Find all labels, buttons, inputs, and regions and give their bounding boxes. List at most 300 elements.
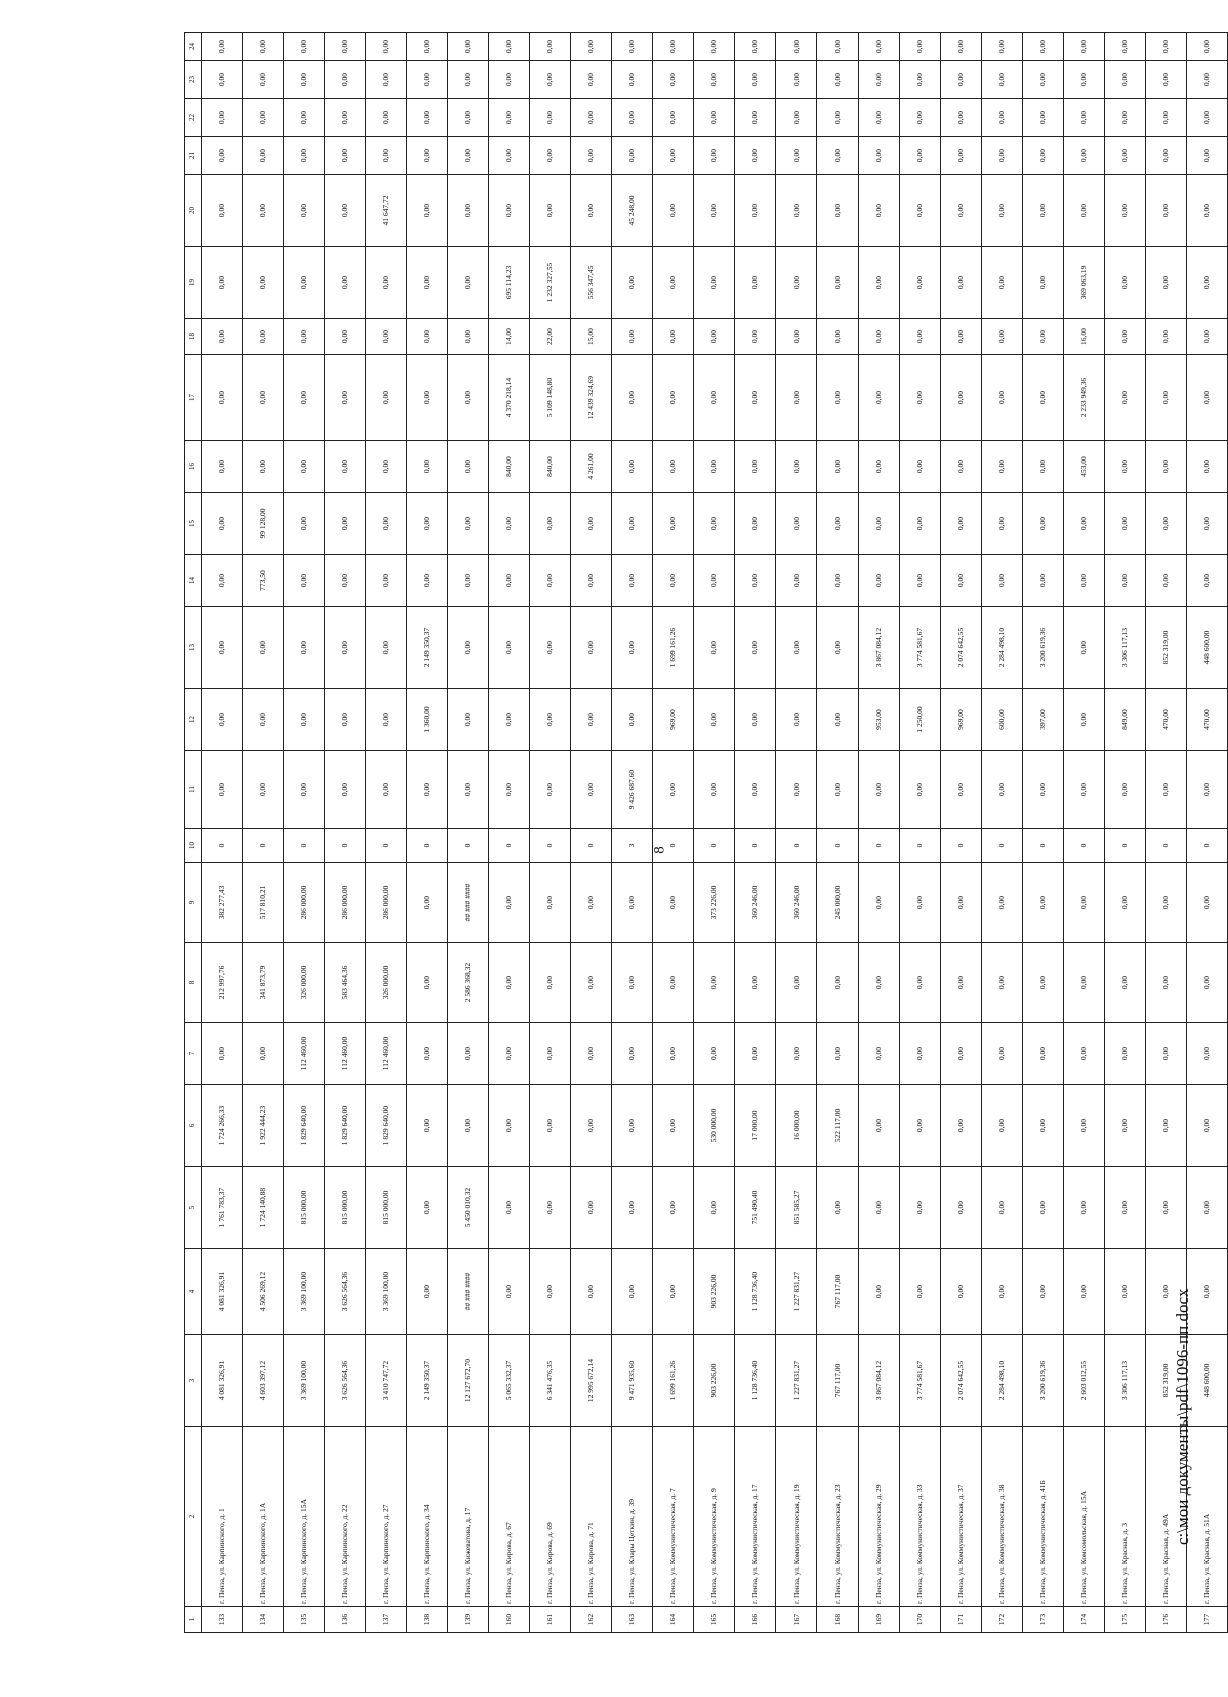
value-cell: 0,00 [284, 355, 325, 441]
row-number-cell: 173 [1022, 1607, 1063, 1633]
value-cell: 0,00 [530, 1249, 571, 1335]
value-cell: 903 226,00 [694, 1249, 735, 1335]
value-cell: 0,00 [448, 137, 489, 175]
value-cell: 0,00 [448, 319, 489, 355]
value-cell: 583 464,36 [325, 943, 366, 1023]
value-cell: 0,00 [858, 355, 899, 441]
value-cell: 3 867 084,12 [858, 607, 899, 689]
value-cell: 397,00 [1022, 689, 1063, 751]
table-row [653, 33, 694, 1633]
value-cell: 0,00 [243, 1023, 284, 1085]
value-cell: 0,00 [325, 751, 366, 829]
value-cell: 0,00 [243, 607, 284, 689]
value-cell: 0,00 [448, 33, 489, 61]
value-cell: 0,00 [530, 61, 571, 99]
value-cell: 453,00 [1063, 441, 1104, 493]
value-cell: 3 369 100,00 [366, 1249, 407, 1335]
value-cell: 0,00 [325, 441, 366, 493]
value-cell: 0,00 [202, 319, 243, 355]
value-cell: 16 000,00 [776, 1085, 817, 1167]
column-header-9: 9 [185, 863, 202, 943]
row-number-cell: 165 [694, 1607, 735, 1633]
row-number-cell: 136 [325, 1607, 366, 1633]
value-cell: 4 261,00 [571, 441, 612, 493]
value-cell: 0,00 [366, 555, 407, 607]
value-cell: 0,00 [899, 863, 940, 943]
value-cell: 0 [530, 829, 571, 863]
value-cell: 0,00 [1104, 1085, 1145, 1167]
value-cell: 0,00 [1022, 355, 1063, 441]
value-cell: 0,00 [366, 61, 407, 99]
table-row [981, 33, 1022, 1633]
value-cell: 0,00 [940, 1249, 981, 1335]
column-header-14: 14 [185, 555, 202, 607]
table-row [325, 33, 366, 1633]
value-cell: 0,00 [940, 441, 981, 493]
value-cell: 0,00 [899, 247, 940, 319]
value-cell: 0,00 [817, 493, 858, 555]
value-cell: 0,00 [694, 319, 735, 355]
value-cell: 0,00 [489, 555, 530, 607]
value-cell: 0,00 [1104, 555, 1145, 607]
value-cell: 0,00 [1022, 555, 1063, 607]
table-row [817, 33, 858, 1633]
value-cell: 767 117,00 [817, 1335, 858, 1427]
value-cell: 0,00 [1186, 355, 1227, 441]
column-header-12: 12 [185, 689, 202, 751]
value-cell: 530 000,00 [694, 1085, 735, 1167]
value-cell: 0,00 [407, 33, 448, 61]
value-cell: 0,00 [899, 137, 940, 175]
value-cell: 0,00 [243, 355, 284, 441]
value-cell: 15,00 [571, 319, 612, 355]
value-cell: 0,00 [858, 319, 899, 355]
value-cell: 0,00 [284, 99, 325, 137]
value-cell: 0,00 [571, 493, 612, 555]
value-cell: 695 114,23 [489, 247, 530, 319]
value-cell: 0,00 [694, 493, 735, 555]
value-cell: 0,00 [489, 1085, 530, 1167]
value-cell: 99 128,00 [243, 493, 284, 555]
value-cell: 0,00 [612, 441, 653, 493]
column-header-8: 8 [185, 943, 202, 1023]
value-cell: 0,00 [448, 555, 489, 607]
value-cell: 0,00 [1022, 137, 1063, 175]
value-cell: 5 450 010,32 [448, 1167, 489, 1249]
value-cell: 0,00 [366, 33, 407, 61]
value-cell: 112 460,00 [284, 1023, 325, 1085]
row-number-cell: 176 [1145, 1607, 1186, 1633]
value-cell: 0,00 [1145, 175, 1186, 247]
value-cell: 0,00 [530, 689, 571, 751]
value-cell: 0,00 [407, 175, 448, 247]
value-cell: 0,00 [1145, 355, 1186, 441]
value-cell: 0,00 [1186, 751, 1227, 829]
value-cell: 0,00 [1063, 61, 1104, 99]
value-cell: 286 000,00 [325, 863, 366, 943]
value-cell: 212 997,76 [202, 943, 243, 1023]
value-cell: 0,00 [448, 1085, 489, 1167]
address-cell: г. Пенза, ул. Красная, д. 49А [1145, 1427, 1186, 1607]
column-header-21: 21 [185, 137, 202, 175]
value-cell: 0,00 [653, 99, 694, 137]
value-cell: 0 [858, 829, 899, 863]
value-cell: 3 626 564,36 [325, 1335, 366, 1427]
value-cell: 0,00 [735, 751, 776, 829]
value-cell: 840,00 [530, 441, 571, 493]
value-cell: 0,00 [571, 751, 612, 829]
value-cell: 0,00 [1186, 1085, 1227, 1167]
address-cell: г. Пенза, ул. Коммунистическая, д. 41Б [1022, 1427, 1063, 1607]
value-cell: 0,00 [1145, 1085, 1186, 1167]
value-cell: 0,00 [694, 137, 735, 175]
value-cell: 0,00 [1104, 33, 1145, 61]
value-cell: 0 [202, 829, 243, 863]
value-cell: 0,00 [489, 33, 530, 61]
value-cell: 0,00 [202, 555, 243, 607]
value-cell: 0,00 [735, 319, 776, 355]
table-row [366, 33, 407, 1633]
value-cell: 0,00 [612, 1167, 653, 1249]
value-cell: 0 [366, 829, 407, 863]
value-cell: 1 128 736,40 [735, 1249, 776, 1335]
value-cell: 0,00 [571, 1023, 612, 1085]
address-cell: г. Пенза, ул. Карпинского, д. 15А [284, 1427, 325, 1607]
value-cell: 0,00 [530, 751, 571, 829]
value-cell: 9 426 687,60 [612, 751, 653, 829]
address-cell: г. Пенза, ул. Кирова, д. 67 [489, 1427, 530, 1607]
value-cell: 0,00 [899, 33, 940, 61]
value-cell: 0,00 [202, 493, 243, 555]
value-cell: 0,00 [653, 319, 694, 355]
value-cell: 14,00 [489, 319, 530, 355]
value-cell: 0,00 [899, 319, 940, 355]
value-cell: 0,00 [1022, 943, 1063, 1023]
value-cell: 0,00 [981, 441, 1022, 493]
value-cell: 0 [694, 829, 735, 863]
address-cell: г. Пенза, ул. Коммунистическая, д. 23 [817, 1427, 858, 1607]
value-cell: 4 506 269,12 [243, 1249, 284, 1335]
value-cell: 0,00 [817, 247, 858, 319]
value-cell: 0,00 [735, 441, 776, 493]
value-cell: 0,00 [817, 355, 858, 441]
value-cell: 0,00 [366, 689, 407, 751]
value-cell: 0,00 [284, 33, 325, 61]
value-cell: 0,00 [407, 441, 448, 493]
value-cell: 0,00 [325, 61, 366, 99]
value-cell: 0,00 [612, 1023, 653, 1085]
value-cell: 0,00 [981, 247, 1022, 319]
value-cell: 0,00 [653, 1085, 694, 1167]
value-cell: 0,00 [448, 1023, 489, 1085]
value-cell: 0,00 [448, 493, 489, 555]
address-cell: г. Пенза, ул. Коммунистическая, д. 7 [653, 1427, 694, 1607]
value-cell: 1 699 161,26 [653, 1335, 694, 1427]
address-cell: г. Пенза, ул. Карпинского, д. 22 [325, 1427, 366, 1607]
address-cell: г. Пенза, ул. Карпинского, д. 27 [366, 1427, 407, 1607]
value-cell: 0,00 [571, 689, 612, 751]
value-cell: 0,00 [1063, 1249, 1104, 1335]
value-cell: 12 995 672,14 [571, 1335, 612, 1427]
value-cell: 0,00 [284, 441, 325, 493]
value-cell: 0,00 [817, 61, 858, 99]
value-cell: 0,00 [694, 1023, 735, 1085]
value-cell: 0,00 [325, 99, 366, 137]
row-number-cell: 171 [940, 1607, 981, 1633]
value-cell: 0,00 [1063, 1085, 1104, 1167]
value-cell: ## ### #### [448, 863, 489, 943]
value-cell: 0,00 [571, 555, 612, 607]
value-cell: 0,00 [1145, 493, 1186, 555]
value-cell: 4 081 326,91 [202, 1335, 243, 1427]
value-cell: 0,00 [653, 493, 694, 555]
value-cell: 0,00 [981, 1023, 1022, 1085]
value-cell: 0,00 [858, 555, 899, 607]
value-cell: 0 [1145, 829, 1186, 863]
value-cell: 1 227 831,27 [776, 1249, 817, 1335]
value-cell: 245 000,00 [817, 863, 858, 943]
value-cell: 0,00 [489, 943, 530, 1023]
value-cell: 0,00 [612, 555, 653, 607]
value-cell: 0,00 [817, 555, 858, 607]
address-cell: г. Пенза, ул. Коммунистическая, д. 29 [858, 1427, 899, 1607]
value-cell: 5 065 332,37 [489, 1335, 530, 1427]
value-cell: 0,00 [448, 175, 489, 247]
value-cell: 0,00 [776, 555, 817, 607]
value-cell: 0,00 [653, 355, 694, 441]
value-cell: 0,00 [1022, 863, 1063, 943]
value-cell: 0,00 [1145, 247, 1186, 319]
value-cell: 0,00 [202, 99, 243, 137]
value-cell: 0,00 [243, 33, 284, 61]
value-cell: 0,00 [1022, 1167, 1063, 1249]
value-cell: 0,00 [407, 493, 448, 555]
value-cell: 0,00 [981, 1249, 1022, 1335]
value-cell: 0 [448, 829, 489, 863]
value-cell: 0,00 [858, 863, 899, 943]
value-cell: 0,00 [1063, 689, 1104, 751]
value-cell: 0,00 [325, 555, 366, 607]
value-cell: 0,00 [1186, 175, 1227, 247]
value-cell: 0,00 [407, 247, 448, 319]
value-cell: 0,00 [899, 441, 940, 493]
value-cell: 0,00 [735, 247, 776, 319]
value-cell: 1 232 327,55 [530, 247, 571, 319]
row-number-cell: 163 [612, 1607, 653, 1633]
value-cell: 0,00 [940, 863, 981, 943]
value-cell: 0,00 [817, 943, 858, 1023]
value-cell: 0,00 [448, 751, 489, 829]
column-header-18: 18 [185, 319, 202, 355]
value-cell: 0,00 [489, 493, 530, 555]
value-cell: 0,00 [366, 607, 407, 689]
table-body [202, 33, 1228, 1633]
column-header-22: 22 [185, 99, 202, 137]
value-cell: 470,00 [1186, 689, 1227, 751]
address-cell: г. Пенза, ул. Коммунистическая, д. 17 [735, 1427, 776, 1607]
table-row [284, 33, 325, 1633]
value-cell: 0,00 [489, 61, 530, 99]
value-cell: 0,00 [1022, 99, 1063, 137]
value-cell: 0,00 [1063, 863, 1104, 943]
row-number-cell: 134 [243, 1607, 284, 1633]
value-cell: 0,00 [1145, 1023, 1186, 1085]
row-number-cell: 174 [1063, 1607, 1104, 1633]
row-number-cell: 170 [899, 1607, 940, 1633]
value-cell: 0,00 [530, 1167, 571, 1249]
row-number-cell: 166 [735, 1607, 776, 1633]
value-cell: 0,00 [448, 441, 489, 493]
value-cell: 0,00 [1145, 555, 1186, 607]
value-cell: 0,00 [1063, 555, 1104, 607]
value-cell: 3 200 619,36 [1022, 607, 1063, 689]
address-cell: г. Пенза, ул. Коммунистическая, д. 19 [776, 1427, 817, 1607]
value-cell: 0,00 [858, 943, 899, 1023]
value-cell: 0,00 [612, 1249, 653, 1335]
column-header-15: 15 [185, 493, 202, 555]
value-cell: 3 369 100,00 [284, 1335, 325, 1427]
value-cell: 0,00 [940, 1085, 981, 1167]
address-cell: г. Пенза, ул. Карпинского, д. 1 [202, 1427, 243, 1607]
value-cell: 0,00 [940, 493, 981, 555]
value-cell: 0,00 [1186, 99, 1227, 137]
value-cell: 0,00 [694, 555, 735, 607]
value-cell: 0,00 [489, 751, 530, 829]
value-cell: 0,00 [694, 607, 735, 689]
value-cell: 0 [1104, 829, 1145, 863]
column-header-16: 16 [185, 441, 202, 493]
value-cell: 0,00 [571, 1085, 612, 1167]
value-cell: 0,00 [694, 175, 735, 247]
value-cell: 0 [1186, 829, 1227, 863]
value-cell: 0 [407, 829, 448, 863]
value-cell: 0,00 [489, 863, 530, 943]
value-cell: 0,00 [489, 1023, 530, 1085]
value-cell: 0,00 [530, 493, 571, 555]
value-cell: 0,00 [1104, 61, 1145, 99]
value-cell: 0,00 [817, 175, 858, 247]
value-cell: 0,00 [735, 175, 776, 247]
value-cell: 0,00 [1186, 555, 1227, 607]
value-cell: 0,00 [940, 33, 981, 61]
value-cell: 470,00 [1145, 689, 1186, 751]
value-cell: 815 000,00 [366, 1167, 407, 1249]
value-cell: 0,00 [858, 137, 899, 175]
table-row [694, 33, 735, 1633]
value-cell: 0 [284, 829, 325, 863]
value-cell: 0,00 [776, 943, 817, 1023]
value-cell: 0,00 [1063, 99, 1104, 137]
value-cell: 0,00 [776, 1023, 817, 1085]
footer-file-path: c:\мои документы\pdf\1096-пп.docx [1173, 1288, 1192, 1545]
value-cell: 0,00 [612, 137, 653, 175]
value-cell: 0,00 [407, 1085, 448, 1167]
value-cell: 0,00 [653, 751, 694, 829]
row-number-cell: 177 [1186, 1607, 1227, 1633]
value-cell: 0,00 [366, 99, 407, 137]
value-cell: 0,00 [489, 1167, 530, 1249]
row-number-cell: 162 [571, 1607, 612, 1633]
address-cell: г. Пенза, ул. Карпинского, д. 1А [243, 1427, 284, 1607]
value-cell: 0,00 [981, 137, 1022, 175]
address-cell: г. Пенза, ул. Кирова, д. 69 [530, 1427, 571, 1607]
value-cell: 41 647,72 [366, 175, 407, 247]
value-cell: 0,00 [653, 441, 694, 493]
value-cell: 0,00 [448, 355, 489, 441]
column-header-1: 1 [185, 1607, 202, 1633]
value-cell: 1 699 161,26 [653, 607, 694, 689]
value-cell: 969,00 [653, 689, 694, 751]
value-cell: 0,00 [366, 319, 407, 355]
value-cell: 5 109 148,80 [530, 355, 571, 441]
value-cell: 0,00 [899, 1023, 940, 1085]
value-cell: 0,00 [407, 99, 448, 137]
value-cell: 0,00 [284, 607, 325, 689]
value-cell: 0,00 [448, 607, 489, 689]
value-cell: 0,00 [653, 943, 694, 1023]
value-cell: 0,00 [284, 493, 325, 555]
value-cell: 0,00 [776, 689, 817, 751]
value-cell: 0,00 [735, 689, 776, 751]
value-cell: 369 063,19 [1063, 247, 1104, 319]
value-cell: 0,00 [284, 319, 325, 355]
value-cell: 0 [243, 829, 284, 863]
value-cell: 0,00 [899, 751, 940, 829]
value-cell: 0,00 [940, 751, 981, 829]
value-cell: 0,00 [571, 61, 612, 99]
value-cell: 2 603 012,55 [1063, 1335, 1104, 1427]
value-cell: 0,00 [612, 493, 653, 555]
value-cell: 22,00 [530, 319, 571, 355]
page-number: 8 [651, 846, 668, 854]
value-cell: 12 439 324,69 [571, 355, 612, 441]
value-cell: 2 074 642,55 [940, 1335, 981, 1427]
address-cell: г. Пенза, ул. Красная, д. 3 [1104, 1427, 1145, 1607]
address-cell: г. Пенза, ул. Коммунистическая, д. 37 [940, 1427, 981, 1607]
value-cell: 1 360,00 [407, 689, 448, 751]
value-cell: 0,00 [407, 61, 448, 99]
value-cell: 0,00 [899, 943, 940, 1023]
value-cell: 112 460,00 [325, 1023, 366, 1085]
value-cell: 0,00 [612, 689, 653, 751]
value-cell: 0,00 [940, 943, 981, 1023]
value-cell: 0,00 [899, 1085, 940, 1167]
value-cell: 0,00 [1145, 99, 1186, 137]
value-cell: 0,00 [448, 99, 489, 137]
value-cell: 3 306 117,13 [1104, 1335, 1145, 1427]
value-cell: 0,00 [1022, 1249, 1063, 1335]
value-cell: 0,00 [530, 555, 571, 607]
row-number-cell: 167 [776, 1607, 817, 1633]
value-cell: 0,00 [1145, 1249, 1186, 1335]
value-cell: 0,00 [1186, 319, 1227, 355]
value-cell: 0,00 [1104, 175, 1145, 247]
value-cell: 0,00 [202, 1023, 243, 1085]
value-cell: 0,00 [940, 319, 981, 355]
value-cell: 0,00 [858, 99, 899, 137]
value-cell: 0,00 [735, 355, 776, 441]
value-cell: 0,00 [694, 943, 735, 1023]
value-cell: 112 460,00 [366, 1023, 407, 1085]
value-cell: 0,00 [1186, 1249, 1227, 1335]
table-row [612, 33, 653, 1633]
value-cell: 0,00 [612, 319, 653, 355]
value-cell: 0,00 [325, 137, 366, 175]
value-cell: 0,00 [407, 555, 448, 607]
value-cell: 0,00 [284, 751, 325, 829]
table-header-row [185, 33, 202, 1633]
value-cell: 0,00 [940, 61, 981, 99]
